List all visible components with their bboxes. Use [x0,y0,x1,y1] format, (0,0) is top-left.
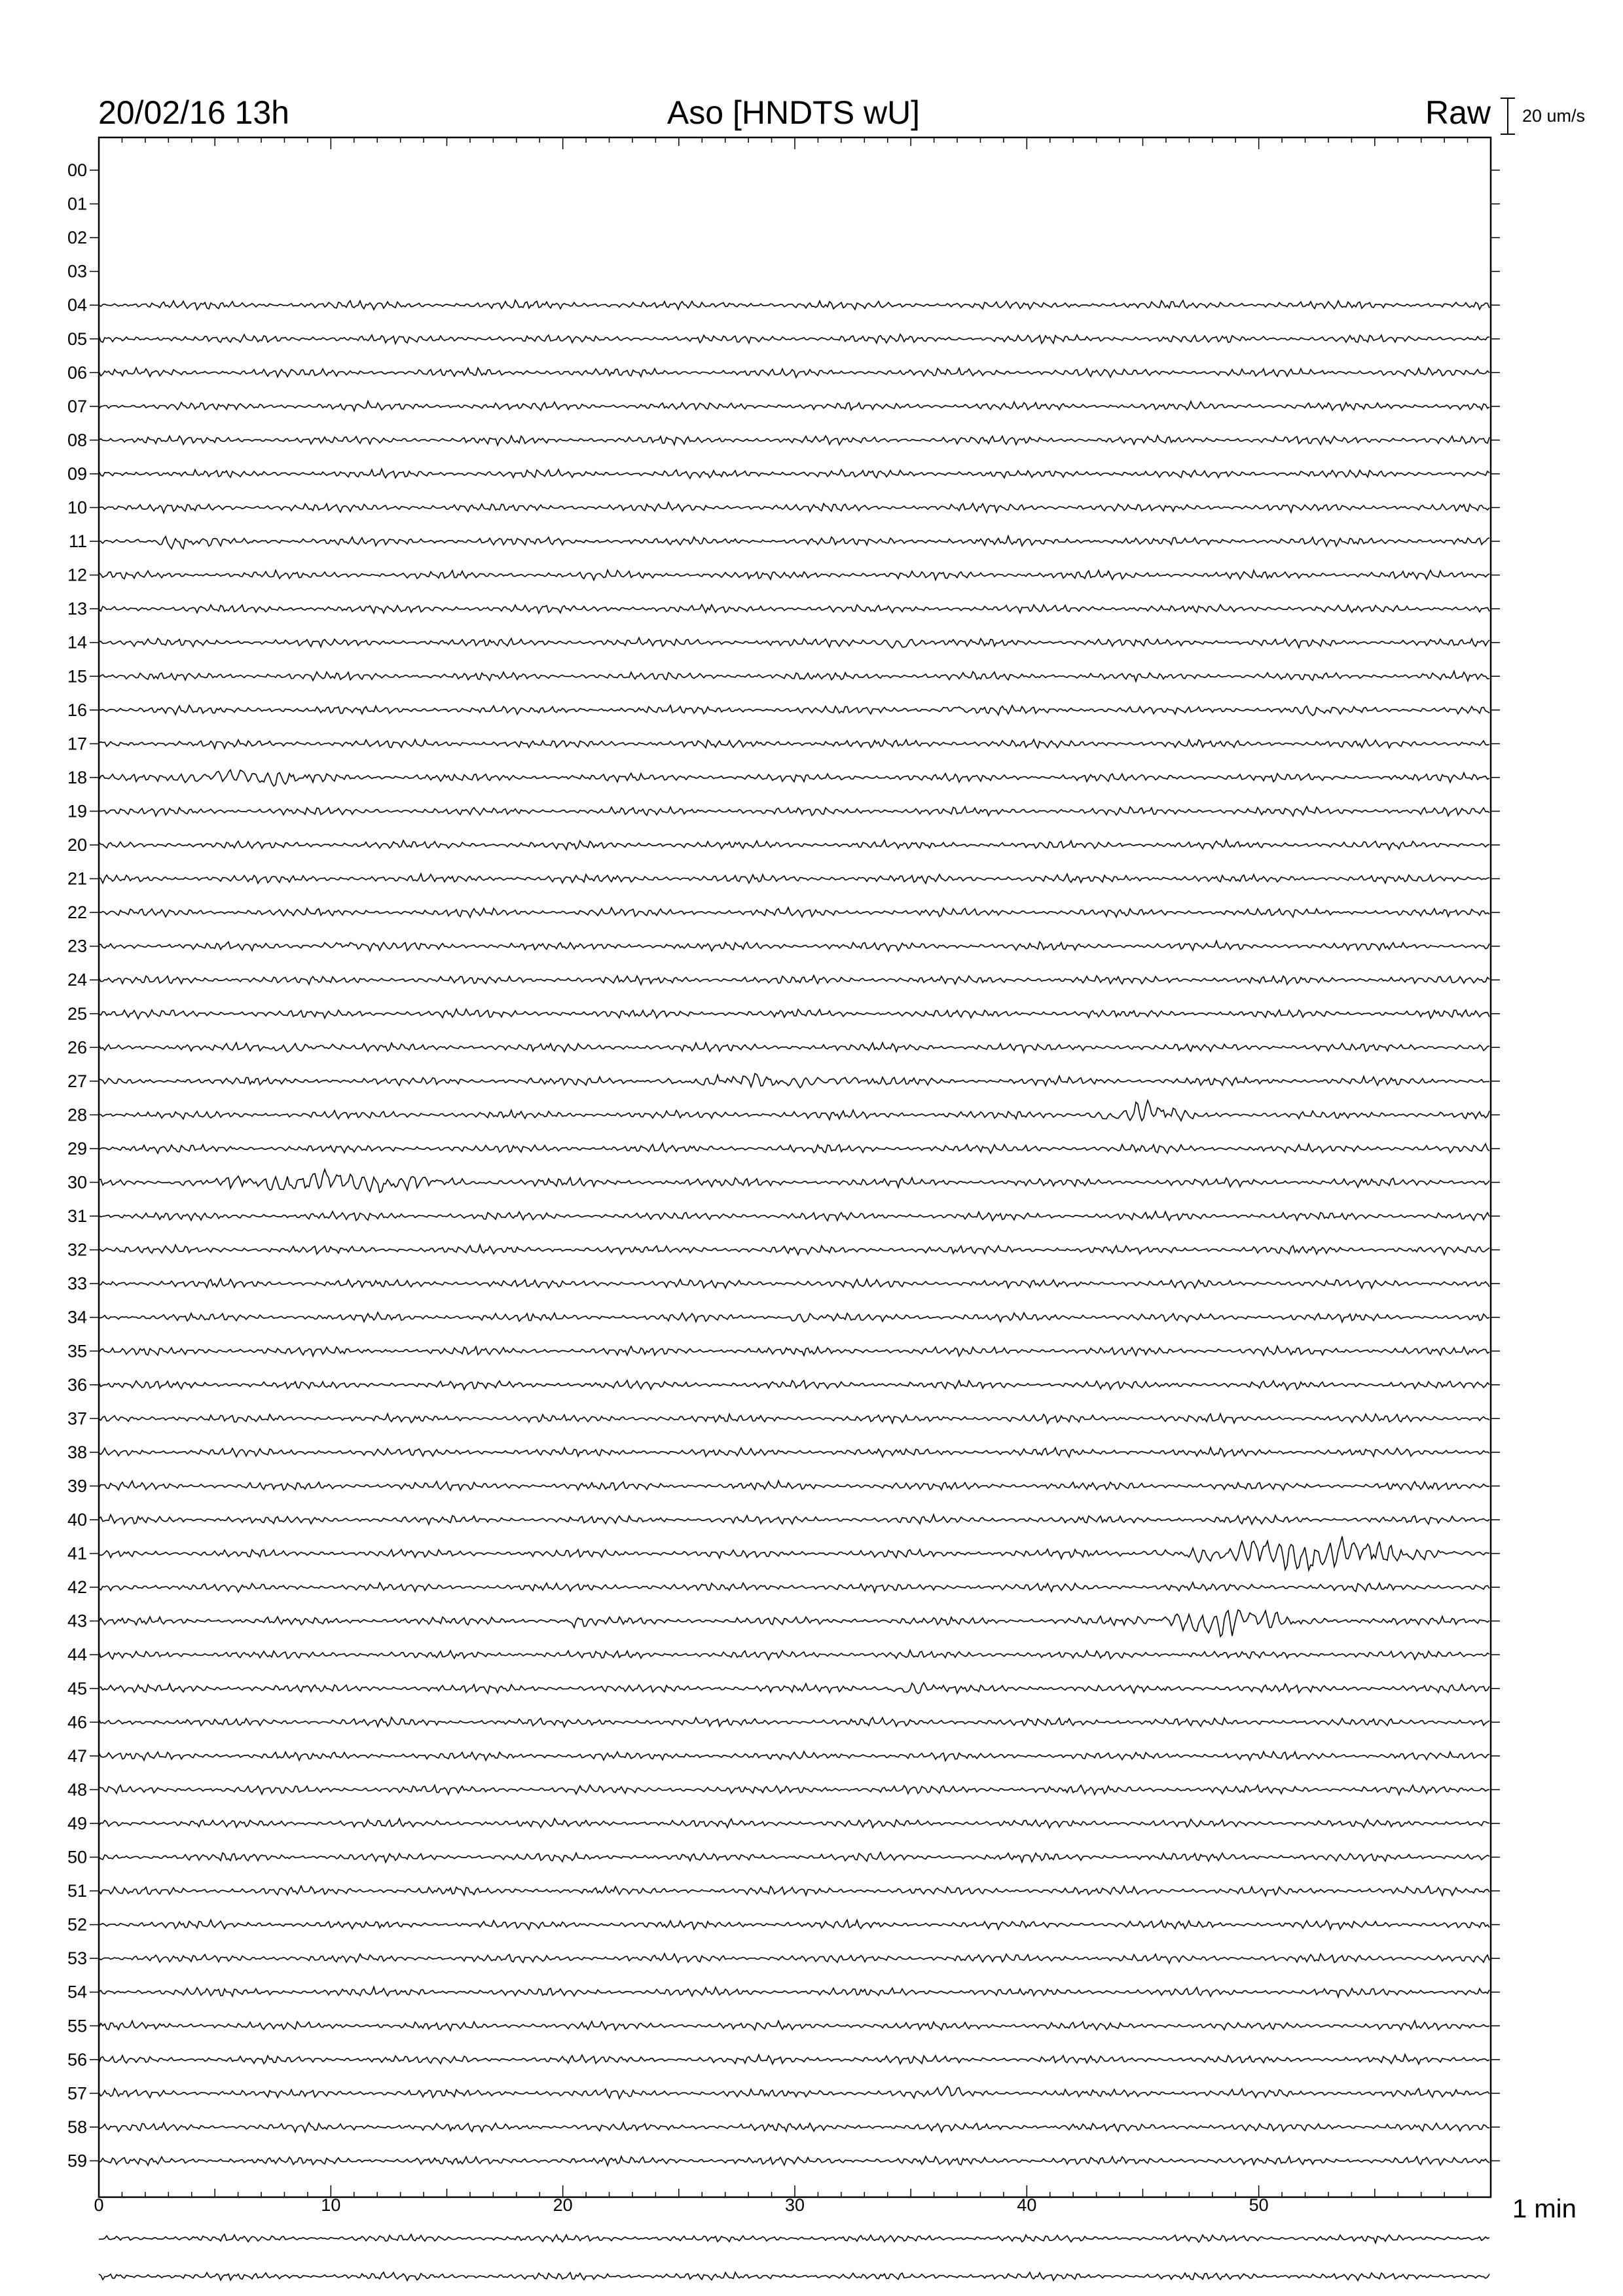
mode-label: Raw [1425,94,1491,131]
row-label: 20 [67,835,87,855]
row-label: 00 [67,160,87,180]
row-label: 40 [67,1510,87,1530]
row-label: 53 [67,1948,87,1969]
row-label: 16 [67,700,87,720]
row-label: 51 [67,1881,87,1901]
row-label: 31 [67,1206,87,1227]
row-label: 10 [67,497,87,518]
row-label: 58 [67,2117,87,2137]
row-label: 35 [67,1341,87,1361]
x-tick-label: 10 [321,2195,341,2215]
row-label: 14 [67,632,87,653]
row-label: 28 [67,1105,87,1125]
row-label: 21 [67,869,87,889]
row-label: 46 [67,1712,87,1732]
row-label: 49 [67,1813,87,1833]
row-label: 12 [67,565,87,585]
row-label: 08 [67,430,87,450]
row-label: 25 [67,1003,87,1024]
row-label: 45 [67,1678,87,1698]
row-label: 52 [67,1914,87,1935]
row-label: 19 [67,801,87,821]
row-label: 39 [67,1476,87,1496]
row-label: 22 [67,903,87,923]
row-label: 07 [67,396,87,416]
row-label: 41 [67,1543,87,1564]
row-label: 05 [67,329,87,349]
row-label: 23 [67,936,87,956]
station-title: Aso [HNDTS wU] [666,94,921,131]
row-label: 17 [67,734,87,754]
row-label: 09 [67,463,87,484]
row-label: 44 [67,1645,87,1665]
row-label: 32 [67,1240,87,1260]
row-label: 48 [67,1780,87,1800]
x-tick-label: 30 [784,2195,805,2215]
row-label: 57 [67,2083,87,2104]
row-label: 55 [67,2016,87,2036]
x-tick-label: 50 [1249,2195,1269,2215]
row-label: 01 [67,194,87,214]
row-label: 36 [67,1374,87,1395]
row-label: 34 [67,1307,87,1327]
row-label: 26 [67,1037,87,1058]
row-label: 03 [67,261,87,281]
row-label: 56 [67,2049,87,2070]
row-label: 02 [67,228,87,248]
row-label: 30 [67,1172,87,1193]
x-tick-label: 20 [553,2195,573,2215]
row-label: 04 [67,295,87,315]
row-label: 47 [67,1746,87,1766]
row-label: 38 [67,1442,87,1462]
row-label: 50 [67,1847,87,1867]
row-label: 42 [67,1577,87,1598]
row-label: 59 [67,2151,87,2171]
x-tick-label: 0 [94,2195,104,2215]
row-label: 43 [67,1611,87,1631]
row-label: 33 [67,1274,87,1294]
x-axis-title: 1 min [1512,2195,1577,2223]
row-label: 15 [67,666,87,687]
datetime-label: 20/02/16 13h [98,94,289,131]
scale-bar-label: 20 um/s [1522,106,1586,126]
row-label: 18 [67,767,87,787]
row-label: 27 [67,1071,87,1091]
row-label: 24 [67,970,87,990]
row-label: 54 [67,1982,87,2002]
row-label: 29 [67,1138,87,1158]
row-label: 37 [67,1408,87,1429]
x-tick-label: 40 [1017,2195,1037,2215]
row-label: 11 [68,531,87,552]
row-label: 13 [67,599,87,619]
row-label: 06 [67,363,87,383]
